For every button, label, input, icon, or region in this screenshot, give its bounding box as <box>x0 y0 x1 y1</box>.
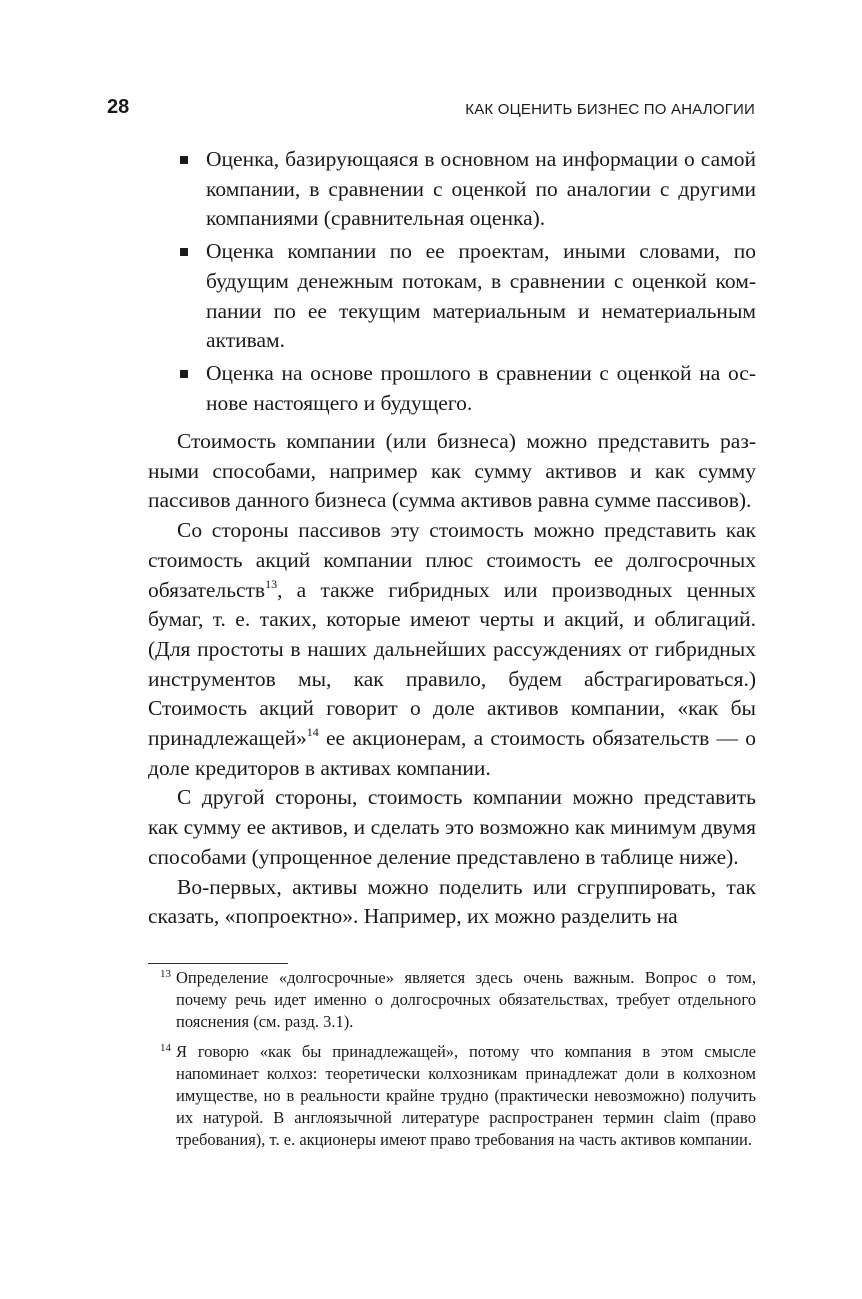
footnote-ref[interactable]: 14 <box>306 725 319 740</box>
page-number: 28 <box>107 96 130 118</box>
list-item <box>148 237 756 356</box>
bullet-text: Оценка, базирующаяся в основном на информации о самой компании, в сравнении с оценкой по аналогии с другими компаниями (сравнительная оценка). <box>206 147 756 231</box>
footnote <box>148 1041 756 1151</box>
bullet-text: Оценка компании по ее проектам, иными словами, по будущим денежным потокам, в сравнении с оценкой компании по ее текущим материальным и нематериальным активам. <box>206 239 756 353</box>
text-run: Со стороны пассивов эту стоимость можно представить как стоимость акций компании плюс стоимость ее долгосрочных обязательств <box>148 518 756 602</box>
footnote-text: Я говорю «как бы принадлежащей», потому что компания в этом смысле напоминает колхоз: теоретически колхозникам принадлежат доли в колхозном имуществе, но в реальности крайне трудно (практически невозможно) получить их натурой. В англоязычной литературе распространен термин claim (право требования), т. е. акционеры имеют право требования на часть активов компании. <box>176 1042 756 1149</box>
bullet-square-icon <box>180 370 188 378</box>
text-run: ее акционерам, а стоимость обязательств — о доле кредиторов в активах компании. <box>148 726 756 780</box>
list-item <box>148 359 756 418</box>
bullet-text: Оценка на основе прошлого в сравнении с оценкой на основе настоящего и будущего. <box>206 360 756 415</box>
paragraph: Стоимость компании (или бизнеса) можно представить разными способами, например как сумму активов и как сумму пассивов данного бизнеса (сумма активов равна сумме пассивов). <box>148 429 756 513</box>
text-run: , а также гибридных или производных ценных бумаг, т. е. таких, которые имеют черты и акций, и облигаций. (Для простоты в наших дальнейших рассуждениях от гибридных инструментов мы, как правило, будем абстрагироваться.) Стоимость акций говорит о доле активов компании, «как бы принадлежащей» <box>148 577 756 751</box>
list-item <box>148 145 756 234</box>
footnote-text: Определение «долгосрочные» является здесь очень важным. Вопрос о том, почему речь идет именно о долгосрочных обязательствах, требует отдельного пояснения (см. разд. 3.1). <box>176 968 756 1031</box>
footnote-number: 13 <box>160 968 171 980</box>
bullet-square-icon <box>180 248 188 256</box>
running-title: КАК ОЦЕНИТЬ БИЗНЕС ПО АНАЛОГИИ <box>465 101 755 118</box>
bullet-list <box>148 145 756 421</box>
paragraph: С другой стороны, стоимость компании можно представить как сумму ее активов, и сделать это возможно как минимум двумя способами (упрощенное деление представлено в таблице ниже). <box>148 785 756 869</box>
footnotes <box>148 967 756 1159</box>
footnote-divider <box>148 963 288 964</box>
footnote <box>148 967 756 1033</box>
main-text <box>148 427 756 932</box>
paragraph <box>148 516 756 783</box>
footnote-ref[interactable]: 13 <box>265 576 278 591</box>
footnote-number: 14 <box>160 1042 171 1054</box>
bullet-square-icon <box>180 156 188 164</box>
paragraph: Во-первых, активы можно поделить или сгруппировать, так сказать, «попроектно». Например, их можно разделить на <box>148 874 756 929</box>
